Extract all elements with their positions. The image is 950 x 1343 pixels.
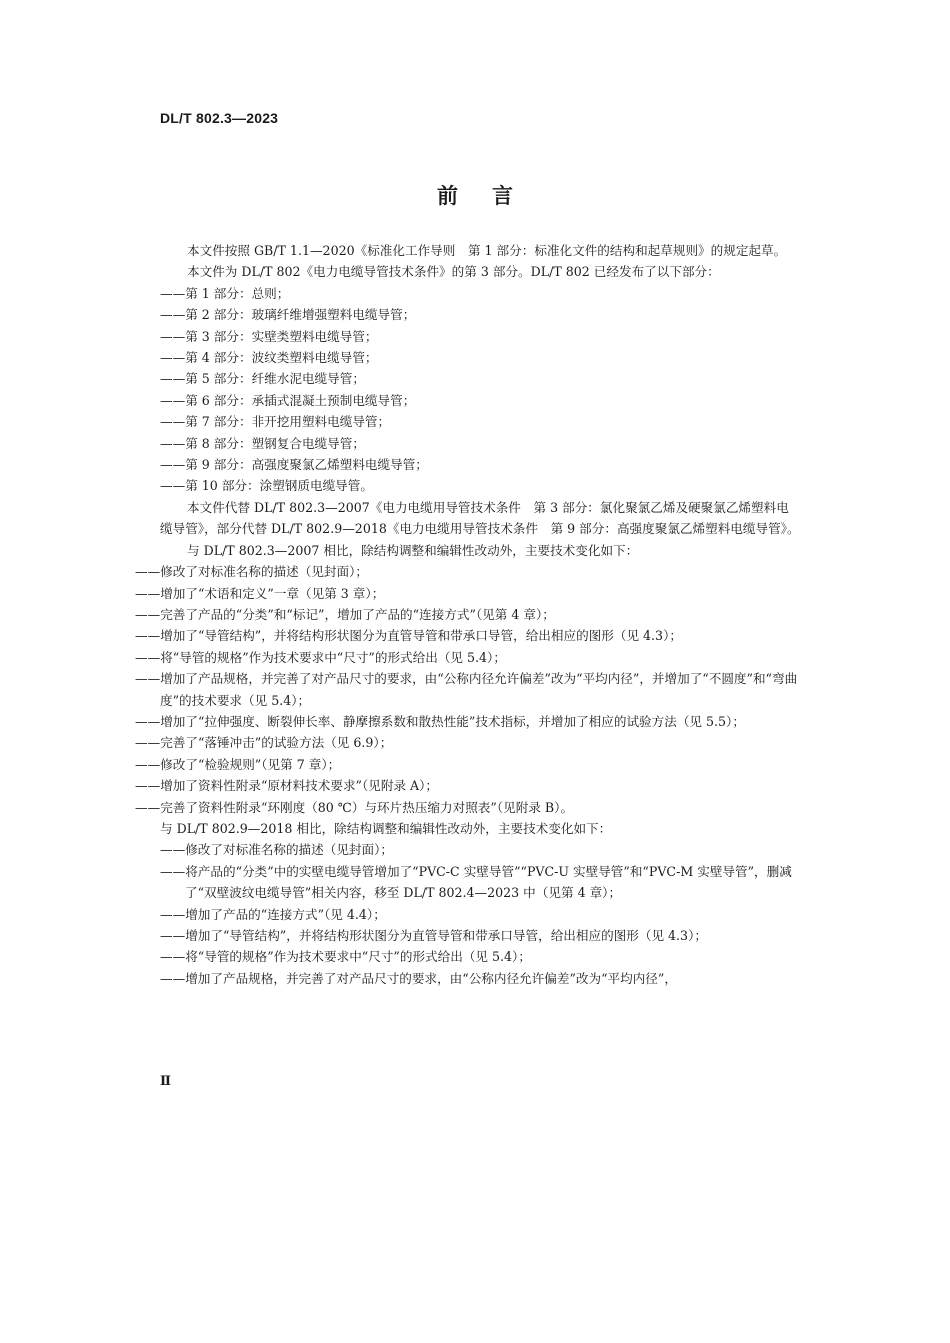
list-item: ——增加了“拉伸强度、断裂伸长率、静摩擦系数和散热性能”技术指标，并增加了相应的试验方法（见 5.5）；: [135, 713, 745, 729]
changes-2007-list: [135, 561, 800, 818]
list-item: ——增加了资料性附录“原材料技术要求”（见附录 A）；: [135, 778, 439, 794]
changes-2007-lead: 与 DL/T 802.3—2007 相比，除结构调整和编辑性改动外，主要技术变化如下：: [187, 542, 639, 558]
list-item: ——第 8 部分：塑钢复合电缆导管；: [160, 435, 365, 451]
list-item: ——将“导管的规格”作为技术要求中“尺寸”的形式给出（见 5.4）；: [135, 649, 506, 665]
list-item: ——增加了产品规格，并完善了对产品尺寸的要求，由“公称内径允许偏差”改为“平均内径”，: [160, 970, 677, 986]
list-item: ——修改了“检验规则”（见第 7 章）；: [135, 756, 341, 772]
changes-2018-list: [160, 839, 800, 989]
list-item: ——增加了产品的“连接方式”（见 4.4）；: [160, 906, 386, 922]
list-item: ——第 5 部分：纤维水泥电缆导管；: [160, 371, 365, 387]
list-item: ——增加了“术语和定义”一章（见第 3 章）；: [135, 585, 385, 601]
replacement-paragraph: 本文件代替 DL/T 802.3—2007《电力电缆用导管技术条件 第 3 部分：氯化聚氯乙烯及硬聚氯乙烯塑料电缆导管》，部分代替 DL/T 802.9—2018《电力电缆用导管技术条件 第 9 部分：高强度聚氯乙烯塑料电缆导管》。: [160, 499, 800, 537]
list-item: ——增加了“导管结构”，并将结构形状图分为直管导管和带承口导管，给出相应的图形（见 4.3）；: [160, 928, 707, 943]
list-item: ——修改了对标准名称的描述（见封面）；: [135, 564, 368, 580]
list-item: ——第 7 部分：非开挖用塑料电缆导管；: [160, 414, 391, 430]
list-item: ——将产品的“分类”中的实壁电缆导管增加了“PVC-C 实壁导管”“PVC-U 实壁导管”和“PVC-M 实壁导管”，删减了“双壁波纹电缆导管”相关内容，移至 DL/T 802.4—2023 中（见第 4 章）；: [160, 863, 792, 901]
intro-paragraph-2: 本文件为 DL/T 802《电力电缆导管技术条件》的第 3 部分。DL/T 802 已经发布了以下部分：: [187, 264, 720, 280]
list-item: ——完善了产品的“分类”和“标记”，增加了产品的“连接方式”（见第 4 章）；: [135, 606, 555, 622]
list-item: ——第 9 部分：高强度聚氯乙烯塑料电缆导管；: [160, 457, 428, 473]
changes-2018-lead: 与 DL/T 802.9—2018 相比，除结构调整和编辑性改动外，主要技术变化如下：: [160, 820, 612, 836]
list-item: ——增加了产品规格，并完善了对产品尺寸的要求，由“公称内径允许偏差”改为“平均内径”，并增加了“不圆度”和“弯曲度”的技术要求（见 5.4）；: [135, 671, 798, 708]
list-item: ——第 10 部分：涂塑钢质电缆导管。: [160, 478, 373, 494]
list-item: ——修改了对标准名称的描述（见封面）；: [160, 842, 393, 858]
intro-paragraph-1: 本文件按照 GB/T 1.1—2020《标准化工作导则 第 1 部分：标准化文件的结构和起草规则》的规定起草。: [187, 243, 787, 258]
list-item: ——完善了“落锤冲击”的试验方法（见 6.9）；: [135, 735, 393, 751]
list-item: ——第 1 部分：总则；: [160, 285, 290, 301]
page-title: 前言: [437, 184, 547, 208]
list-item: ——增加了“导管结构”，并将结构形状图分为直管导管和带承口导管，给出相应的图形（见 4.3）；: [135, 628, 682, 644]
document-code: DL/T 802.3—2023: [160, 110, 279, 126]
parts-list: [160, 283, 800, 497]
list-item: ——将“导管的规格”作为技术要求中“尺寸”的形式给出（见 5.4）；: [160, 949, 531, 965]
list-item: ——第 4 部分：波纹类塑料电缆导管；: [160, 350, 378, 366]
foreword-body: [135, 240, 800, 989]
list-item: ——第 3 部分：实壁类塑料电缆导管；: [160, 328, 378, 344]
list-item: ——第 2 部分：玻璃纤维增强塑料电缆导管；: [160, 307, 416, 323]
list-item: ——第 6 部分：承插式混凝土预制电缆导管；: [160, 392, 416, 408]
page-number: Ⅱ: [160, 1074, 171, 1089]
list-item: ——完善了资料性附录“环刚度（80 ℃）与环片热压缩力对照表”（见附录 B）。: [135, 799, 574, 815]
